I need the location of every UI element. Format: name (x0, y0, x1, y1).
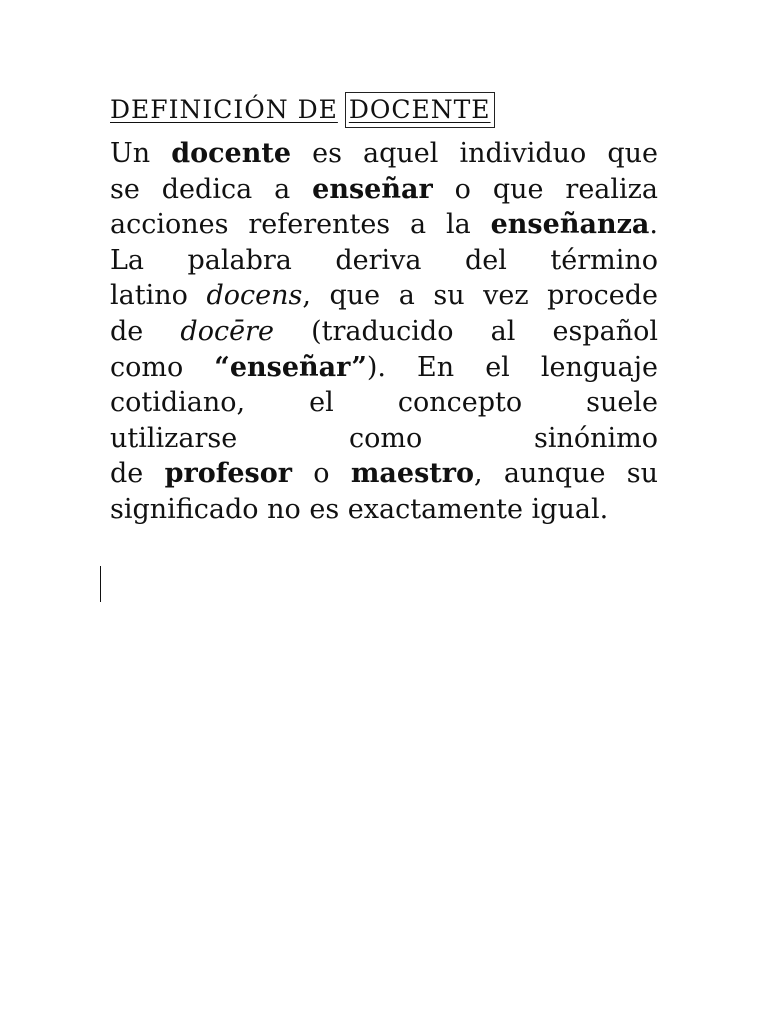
text-run: o que realiza (432, 173, 658, 205)
paragraph-line (110, 207, 658, 243)
text-run: como (110, 351, 215, 383)
text-run: latino (110, 280, 207, 312)
paragraph-line: cotidiano, el concepto suele (110, 387, 658, 419)
bold-term: profesor (164, 458, 292, 490)
text-run: se dedica a (110, 173, 313, 205)
paragraph-line (110, 456, 658, 492)
text-run: acciones referentes a la (110, 209, 491, 241)
title-text: DEFINICIÓN DE (110, 95, 338, 124)
paragraph-line: utilizarse como sinónimo (110, 422, 658, 454)
paragraph-line (110, 314, 658, 350)
italic-term: docēre (180, 315, 274, 347)
text-cursor (100, 566, 101, 602)
text-run: o (291, 458, 351, 490)
title-selected-word[interactable]: DOCENTE (345, 92, 495, 128)
paragraph-line: La palabra deriva del término (110, 244, 658, 276)
definition-paragraph (110, 136, 658, 528)
text-run: ). En el lenguaje (366, 351, 658, 383)
bold-term: enseñar (312, 173, 433, 205)
paragraph-line (110, 172, 658, 208)
document-title (110, 92, 495, 128)
bold-term: docente (171, 138, 292, 169)
text-run: de (110, 458, 165, 490)
paragraph-line: significado no es exactamente igual. (110, 493, 609, 525)
paragraph-line (110, 278, 658, 314)
text-run: (traducido al español (273, 315, 658, 347)
bold-term: enseñanza (490, 209, 650, 241)
bold-term: maestro (350, 458, 474, 490)
paragraph-line (110, 350, 658, 386)
text-run: . (649, 209, 658, 241)
text-run: de (110, 315, 181, 347)
text-run: es aquel individuo que (291, 138, 658, 169)
paragraph-line (110, 136, 658, 172)
text-run: , aunque su (474, 458, 658, 490)
italic-term: docens (206, 280, 303, 312)
bold-term: “enseñar” (214, 351, 367, 383)
text-run: Un (110, 138, 172, 169)
text-run: , que a su vez procede (302, 280, 658, 312)
